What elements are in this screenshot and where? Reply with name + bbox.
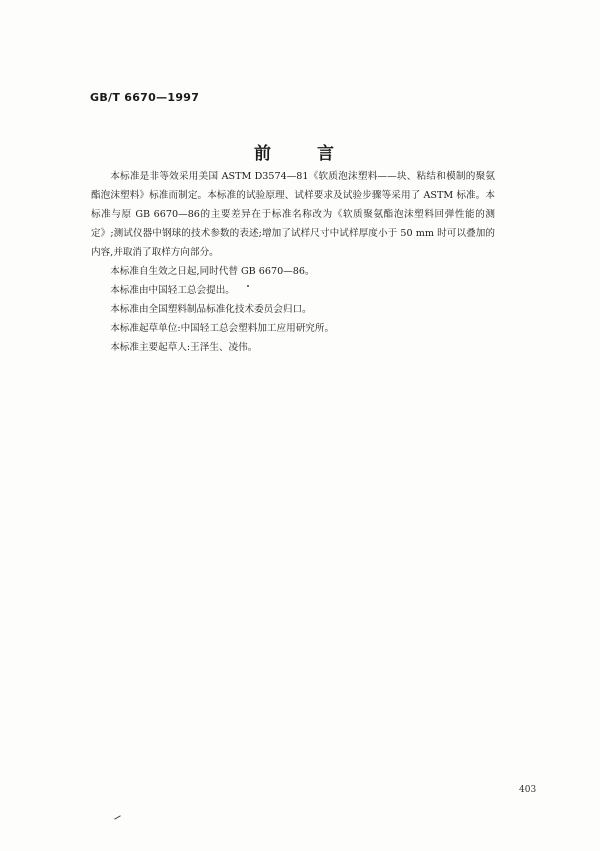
paragraph-technical-committee: 本标准由全国塑料制品标准化技术委员会归口。: [110, 304, 312, 315]
paragraph-effective-date: 本标准自生效之日起,同时代替 GB 6670—86。: [110, 266, 315, 277]
section-title: 前 言: [254, 144, 354, 164]
scan-speck: [247, 285, 249, 287]
foreword-body: [91, 167, 495, 357]
paragraph-drafters: 本标准主要起草人:王泽生、凌伟。: [110, 342, 258, 353]
paragraph-proposer: 本标准由中国轻工总会提出。: [110, 285, 235, 296]
page-number: 403: [519, 785, 537, 795]
paragraph-drafting-unit: 本标准起草单位:中国轻工总会塑料加工应用研究所。: [110, 323, 335, 334]
standard-code: GB/T 6670—1997: [90, 91, 200, 104]
paragraph-adoption: 本标准是非等效采用美国 ASTM D3574—81《软质泡沫塑料——块、粘结和模制的聚氨酯泡沫塑料》标准而制定。本标准的试验原理、试样要求及试验步骤等采用了 ASTM 标准。本标准与原 GB 6670—86的主要差异在于标准名称改为《软质聚氨酯泡沫塑料回弹性能的测定》;测试仪器中钢球的技术参数的表述;增加了试样尺寸中试样厚度小于 50 mm 时可以叠加的内容,并取消了取样方向部分。: [91, 171, 495, 258]
scan-mark: [114, 815, 121, 819]
